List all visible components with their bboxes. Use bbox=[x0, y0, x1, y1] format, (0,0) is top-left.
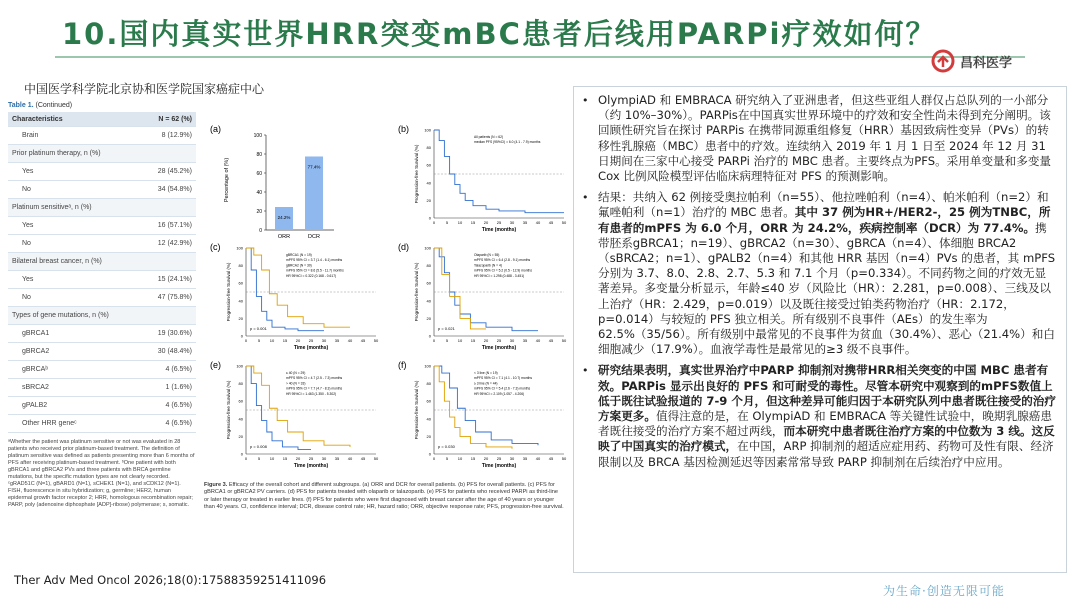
tick-label: 25 bbox=[496, 220, 502, 225]
tick-label: 45 bbox=[360, 456, 366, 461]
legend-entry: mPFS 95% CI = 5.2 (0.5 - 12.9) months bbox=[474, 268, 532, 273]
table-cell-label: gBRCA1 bbox=[22, 330, 50, 337]
summary-panel bbox=[573, 86, 1067, 573]
tick-label: 20 bbox=[238, 315, 243, 321]
table-row bbox=[8, 127, 196, 145]
table-cell-label: gBRCAᵇ bbox=[22, 366, 48, 373]
tick-label: 40 bbox=[256, 190, 262, 196]
tick-label: 5 bbox=[445, 456, 449, 461]
table-cell-label: No bbox=[22, 186, 31, 193]
tick-label: 40 bbox=[238, 416, 243, 422]
tick-label: 40 bbox=[426, 180, 431, 186]
table-header-cell: Characteristics bbox=[12, 115, 63, 123]
legend-entry: mPFS 95% CI = 3.7 (1.4 - 6.1) months bbox=[286, 258, 343, 263]
axis-label: Time (months) bbox=[293, 345, 329, 351]
tick-label: 40 bbox=[238, 298, 243, 304]
tick-label: 80 bbox=[426, 263, 431, 269]
p-value: p = 0.021 bbox=[438, 326, 455, 331]
tick-label: 15 bbox=[282, 338, 288, 343]
tick-label: 0 bbox=[428, 215, 431, 221]
tick-label: 60 bbox=[238, 398, 243, 404]
table-cell-label: Platinum sensitiveᵃ, n (%) bbox=[12, 204, 92, 211]
table-row bbox=[8, 145, 196, 163]
paragraph-results: • 结果：共纳入 62 例接受奥拉帕利（n=55）、他拉唑帕利（n=4）、帕米帕利（n=2）和氟唑帕利（n=1）治疗的 MBC 患者。其中 37 例为HR+/HER2-，25 例为TNBC，所有患者的mPFS 为 6.0 个月，ORR 为 24.2%，疾病控制率（DCR）为 77.4%。携带胚系gBRCA1；n=19）、gBRCA2（n=30）、gBRCA（n=4）、体细胞 BRCA2（sBRCA2；n=1）、gPALB2（n=4）和其他 HRR 基因（n=4）PVs 的患者，其 mPFS 分别为 3.7、8.0、2.8、2.7、5.3 和 7.1 个月（p=0.334）。不同药物之间的疗效无显著差异。多变量分析显示，年龄≤40 岁（风险比（HR）：2.281，p=0.008）、三线及以上治疗（HR：2.429，p=0.019）以及既往接受过铂类药物治疗（HR：2.172，p=0.014）与较短的 PFS 独立相关。所有级别不良事件（AEs）的发生率为 62.5%（35/56）。所有级别中最常见的不良事件为贫血（30.4%）、恶心（21.4%）和白细胞减少（17.9%）。血液学毒性是最常见的≥3 级不良事件。 bbox=[582, 190, 1056, 357]
tick-label: 35 bbox=[522, 338, 528, 343]
tick-label: 10 bbox=[457, 220, 463, 225]
tick-label: 30 bbox=[509, 220, 515, 225]
tick-label: 0 bbox=[244, 338, 248, 343]
institution: 中国医学科学院北京协和医学院国家癌症中心 bbox=[24, 82, 265, 96]
legend-entry: ≥ 3 line (N = 44) bbox=[474, 381, 498, 386]
table-header-cell: N = 62 (%) bbox=[158, 115, 192, 123]
data-label: 24.2% bbox=[277, 215, 291, 221]
p-value: p = 0.001 bbox=[250, 326, 267, 331]
tick-label: 35 bbox=[334, 338, 340, 343]
axis-label: Time (months) bbox=[481, 227, 517, 233]
table-row bbox=[8, 361, 196, 379]
tick-label: 45 bbox=[360, 338, 366, 343]
logo bbox=[930, 48, 1012, 74]
legend-entry: gBRCA2 (N = 30) bbox=[286, 263, 312, 268]
efficacy-figure bbox=[204, 118, 567, 588]
tick-label: 50 bbox=[561, 338, 567, 343]
tick-label: 25 bbox=[308, 456, 314, 461]
table-cell-label: Yes bbox=[22, 168, 34, 175]
tick-label: 25 bbox=[308, 338, 314, 343]
table-cell-value: 16 (57.1%) bbox=[157, 222, 192, 229]
tick-label: 10 bbox=[457, 338, 463, 343]
tick-label: 20 bbox=[426, 433, 431, 439]
tick-label: 60 bbox=[426, 280, 431, 286]
legend-entry: HR 95%CI = 2.109 (1.057 - 4.206) bbox=[474, 391, 525, 396]
table-body bbox=[8, 127, 196, 433]
table-cell-label: Types of gene mutations, n (%) bbox=[12, 312, 109, 319]
legend-entry: mPFS 95% CI = 7.1 (4.1 - 10.7) months bbox=[474, 376, 532, 381]
table-row bbox=[8, 415, 196, 433]
table-cell-value: 12 (42.9%) bbox=[157, 240, 192, 247]
table-cell-value: 8 (12.9%) bbox=[161, 132, 192, 139]
tick-label: 50 bbox=[373, 456, 379, 461]
axis-label: Progression-free Survival (%) bbox=[414, 380, 419, 440]
panel-label: (c) bbox=[210, 242, 221, 252]
legend-entry: gBRCA1 (N = 19) bbox=[286, 253, 312, 257]
axis-label: Progression-free Survival (%) bbox=[414, 262, 419, 322]
table-footnote: ᵃWhether the patient was platinum sensitive or not was evaluated in 28 patients who received prior platinum-based treatment. The definition of platinum sensitive was defined as patients presenting more than 6 months of PFS after receiving platinum-based treatment. ᵇOne patient with both gBRCA1 and gBRCA2 PVs and three patients with BRCA germline mutations, but the specific mutation types are not clearly recorded. ᶜgRAD51C (N=1), gBARD1 (N=1), sCHEK1 (N=1), and sCDK12 (N=1). FISH, fluorescence in situ hybridization; g, germline; HER2, human epidermal growth factor receptor 2; HRR, homologous recombination repair; PARP, poly (adenosine diphosphate [ADP]-ribose) polymerase; s, somatic. bbox=[8, 439, 195, 509]
tick-label: 15 bbox=[470, 338, 476, 343]
paragraph-conclusion: • 研究结果表明，真实世界治疗中PARP 抑制剂对携带HRR相关突变的中国 MBC 患者有效。PARPis 显示出良好的 PFS 和可耐受的毒性。尽管本研究中观察到的mPFS数值上低于既往试验报道的 7-9 个月，但这种差异可能归因于本研究队列中患者既往接受的治疗方案更多。值得注意的是，在 OlympiAD 和 EMBRACA 等关键性试验中，晚期乳腺癌患者既往接受的治疗方案不超过两线，而本研究中患者既往治疗方案的中位数为 3 线。这反映了中国真实的治疗模式，在中国，ARP 抑制剂的超适应症用药、药物可及性有限、经济限制以及 BRCA 基因检测延迟等因素常常导致 PARP 抑制剂在后续治疗中应用。 bbox=[582, 363, 1056, 469]
tick-label: 50 bbox=[373, 338, 379, 343]
figure-caption: Figure 3. Efficacy of the overall cohort and different subgroups. (a) ORR and DCR for overall patients. (b) PFS for overall patients. (c) PFS for gBRCA1 or gBRCA2 PV carriers. (d) PFS for patients treated with olaparib or talazoparib. (e) PFS for patients who received PARPi as third-line or later therapy or treated in earlier lines. (f) PFS for patients who were first diagnosed with breast cancer after the age of 40 years or younger than 40 years. CI, confidence interval; DCR, disease control rate; HR, hazard ratio; ORR, objective response rate; PFS, progression-free survival. bbox=[204, 482, 564, 510]
axis-label: Time (months) bbox=[293, 463, 329, 469]
table-row bbox=[8, 217, 196, 235]
tick-label: 60 bbox=[426, 398, 431, 404]
table-cell-value: 1 (1.6%) bbox=[165, 384, 192, 391]
table-cell-label: gPALB2 bbox=[22, 402, 48, 409]
tick-label: 60 bbox=[256, 171, 262, 177]
tick-label: 25 bbox=[496, 456, 502, 461]
p-value: p = 0.030 bbox=[438, 444, 455, 449]
table-row bbox=[8, 307, 196, 325]
table-cell-label: Yes bbox=[22, 276, 34, 283]
tick-label: ORR bbox=[277, 234, 291, 240]
tick-label: 0 bbox=[240, 333, 243, 339]
legend-entry: Talazoparib (N = 4) bbox=[474, 263, 502, 268]
tick-label: 80 bbox=[238, 263, 243, 269]
axis-label: Progression-free Survival (%) bbox=[226, 380, 231, 440]
table-cell-label: Prior platinum therapy, n (%) bbox=[12, 150, 101, 157]
panel-label: (f) bbox=[398, 360, 407, 370]
table-cell-value: 19 (30.6%) bbox=[157, 330, 192, 337]
table-row bbox=[8, 343, 196, 361]
tick-label: 30 bbox=[321, 456, 327, 461]
tick-label: 5 bbox=[257, 338, 261, 343]
table-cell-label: sBRCA2 bbox=[22, 384, 49, 391]
tick-label: 0 bbox=[259, 228, 262, 234]
tick-label: 20 bbox=[238, 433, 243, 439]
table-row bbox=[8, 397, 196, 415]
tick-label: 30 bbox=[509, 338, 515, 343]
tick-label: 10 bbox=[269, 456, 275, 461]
tick-label: 80 bbox=[256, 152, 262, 158]
legend-entry: All patients (N = 62) bbox=[474, 135, 504, 139]
table-cell-label: Other HRR geneᶜ bbox=[22, 420, 77, 427]
legend-entry: mPFS 95% CI = 7.7 (4.7 - 8.3) months bbox=[286, 386, 343, 391]
tick-label: 0 bbox=[240, 451, 243, 457]
legend-entry: mPFS 95% CI = 4.7 (2.5 - 7.3) months bbox=[286, 376, 343, 381]
bullet: • bbox=[582, 94, 589, 107]
tick-label: 100 bbox=[424, 245, 431, 251]
panel-label: (e) bbox=[210, 360, 221, 370]
tick-label: 10 bbox=[269, 338, 275, 343]
tick-label: 15 bbox=[282, 456, 288, 461]
tick-label: 5 bbox=[257, 456, 261, 461]
table-row bbox=[8, 289, 196, 307]
tick-label: 25 bbox=[496, 338, 502, 343]
tick-label: 20 bbox=[426, 197, 431, 203]
legend-entry: ≤ 40 (N = 29) bbox=[286, 371, 306, 375]
characteristics-table bbox=[8, 102, 196, 509]
logo-text: 昌科医学 bbox=[960, 55, 1013, 71]
tick-label: 45 bbox=[548, 338, 554, 343]
table-cell-label: gBRCA2 bbox=[22, 348, 50, 355]
citation: Ther Adv Med Oncol 2026;18(0):17588359251411096 bbox=[14, 573, 327, 587]
table-cell-label: No bbox=[22, 240, 31, 247]
table-cell-value: 28 (45.2%) bbox=[157, 168, 192, 175]
tick-label: 20 bbox=[483, 456, 489, 461]
tick-label: DCR bbox=[308, 234, 320, 240]
tick-label: 20 bbox=[256, 209, 262, 215]
tick-label: 0 bbox=[432, 220, 436, 225]
tick-label: 20 bbox=[295, 456, 301, 461]
page-title: 10.国内真实世界HRR突变mBC患者后线用PARPi疗效如何？ bbox=[62, 17, 937, 51]
tick-label: 20 bbox=[483, 220, 489, 225]
table-header bbox=[8, 112, 196, 127]
tick-label: 80 bbox=[238, 381, 243, 387]
tick-label: 50 bbox=[561, 456, 567, 461]
table-cell-value: 47 (75.8%) bbox=[157, 294, 192, 301]
table-row bbox=[8, 271, 196, 289]
panel-label: (d) bbox=[398, 242, 409, 252]
table-cell-value: 4 (6.5%) bbox=[165, 402, 192, 409]
tick-label: 10 bbox=[457, 456, 463, 461]
legend-entry: HR 95%CI = 1.463 (1.350 - 5.302) bbox=[286, 391, 337, 396]
legend-entry: median PFS (95%CI) = 6.0 (4.1 - 7.9) months bbox=[474, 140, 541, 145]
tick-label: 5 bbox=[445, 220, 449, 225]
tick-label: 100 bbox=[236, 245, 243, 251]
table-cell-value: 15 (24.1%) bbox=[157, 276, 192, 283]
tick-label: 15 bbox=[470, 220, 476, 225]
tick-label: 20 bbox=[483, 338, 489, 343]
table-cell-value: 4 (6.5%) bbox=[165, 420, 192, 427]
tick-label: 40 bbox=[347, 456, 353, 461]
table-row bbox=[8, 163, 196, 181]
table-row bbox=[8, 181, 196, 199]
legend-entry: < 3 line (N = 19) bbox=[474, 371, 498, 375]
tick-label: 80 bbox=[426, 145, 431, 151]
logo-mark-icon bbox=[930, 48, 956, 74]
tick-label: 0 bbox=[432, 338, 436, 343]
tick-label: 0 bbox=[244, 456, 248, 461]
table-cell-label: Brain bbox=[22, 132, 39, 139]
table-row bbox=[8, 379, 196, 397]
table-row bbox=[8, 253, 196, 271]
table-caption: Table 1. (Continued) bbox=[8, 102, 73, 109]
table-cell-label: No bbox=[22, 294, 31, 301]
tick-label: 40 bbox=[535, 456, 541, 461]
tick-label: 60 bbox=[238, 280, 243, 286]
axis-label: Progression-free Survival (%) bbox=[226, 262, 231, 322]
tick-label: 0 bbox=[432, 456, 436, 461]
tick-label: 20 bbox=[295, 338, 301, 343]
tick-label: 35 bbox=[522, 220, 528, 225]
tick-label: 60 bbox=[426, 162, 431, 168]
tick-label: 0 bbox=[428, 451, 431, 457]
tick-label: 100 bbox=[236, 363, 243, 369]
legend-entry: HR 95%CI = 1.298 (0.488 - 3.451) bbox=[474, 273, 525, 278]
legend-entry: > 40 (N = 33) bbox=[286, 381, 306, 386]
data-label: 77.4% bbox=[307, 164, 321, 170]
title-divider bbox=[55, 56, 1025, 58]
tick-label: 45 bbox=[548, 220, 554, 225]
tick-label: 40 bbox=[535, 338, 541, 343]
bullet: • bbox=[582, 191, 589, 205]
legend-entry: mPFS 95% CI = 5.4 (2.6 - 7.3) months bbox=[474, 386, 531, 391]
table-row bbox=[8, 235, 196, 253]
table-cell-value: 30 (48.4%) bbox=[157, 348, 192, 355]
tick-label: 45 bbox=[548, 456, 554, 461]
tick-label: 15 bbox=[470, 456, 476, 461]
axis-label: Progression-free Survival (%) bbox=[414, 144, 419, 204]
axis-label: Time (months) bbox=[481, 345, 517, 351]
legend-entry: Olaparib (N = 55) bbox=[474, 253, 500, 257]
tick-label: 40 bbox=[347, 338, 353, 343]
paragraph-background: • OlympiAD 和 EMBRACA 研究纳入了亚洲患者，但这些亚组人群仅占总队列的一小部分（约 10%–30%）。PARPis在中国真实世界环境中的疗效和安全性尚未得到充分阐明。该回顾性研究旨在探讨 PARPis 在携带同源重组修复（HRR）基因致病性变异（PVs）的转移性乳腺癌（MBC）患者中的疗效。连续纳入 2019 年 1 月 1 日至 2024 年 12 月 31 日期间在三家中心接受 PARPi 治疗的 MBC 患者。主要终点为PFS。采用单变量和多变量 Cox 比例风险模型评估临床病理特征对 PFS 的预测影响。 bbox=[582, 93, 1052, 184]
tick-label: 40 bbox=[426, 416, 431, 422]
tick-label: 5 bbox=[445, 338, 449, 343]
tick-label: 50 bbox=[561, 220, 567, 225]
tick-label: 35 bbox=[522, 456, 528, 461]
table-row bbox=[8, 199, 196, 217]
table-row bbox=[8, 325, 196, 343]
panel-label: (b) bbox=[398, 124, 409, 134]
panel-label: (a) bbox=[210, 124, 221, 134]
axis-label: Time (months) bbox=[481, 463, 517, 469]
tick-label: 80 bbox=[426, 381, 431, 387]
slogan: 为生命·创造无限可能 bbox=[883, 584, 1005, 598]
legend-entry: mPFS 95% CI = 6.4 (2.8 - 9.1) months bbox=[474, 258, 531, 263]
table-cell-value: 34 (54.8%) bbox=[157, 186, 192, 193]
tick-label: 40 bbox=[535, 220, 541, 225]
table-cell-label: Bilateral breast cancer, n (%) bbox=[12, 258, 102, 265]
tick-label: 40 bbox=[426, 298, 431, 304]
bullet: • bbox=[582, 364, 589, 378]
p-value: p = 0.008 bbox=[250, 444, 267, 449]
tick-label: 35 bbox=[334, 456, 340, 461]
table-cell-label: Yes bbox=[22, 222, 34, 229]
tick-label: 0 bbox=[428, 333, 431, 339]
tick-label: 100 bbox=[253, 133, 262, 139]
tick-label: 30 bbox=[509, 456, 515, 461]
axis-label: Percentage of (%) bbox=[224, 157, 230, 203]
legend-entry: HR 95%CI = 0.322 (0.168 - 0.617) bbox=[286, 273, 337, 278]
tick-label: 100 bbox=[424, 127, 431, 133]
legend-entry: mPFS 95% CI = 8.6 (5.5 - 11.7) months bbox=[286, 268, 344, 273]
tick-label: 20 bbox=[426, 315, 431, 321]
tick-label: 30 bbox=[321, 338, 327, 343]
table-cell-value: 4 (6.5%) bbox=[165, 366, 192, 373]
tick-label: 100 bbox=[424, 363, 431, 369]
